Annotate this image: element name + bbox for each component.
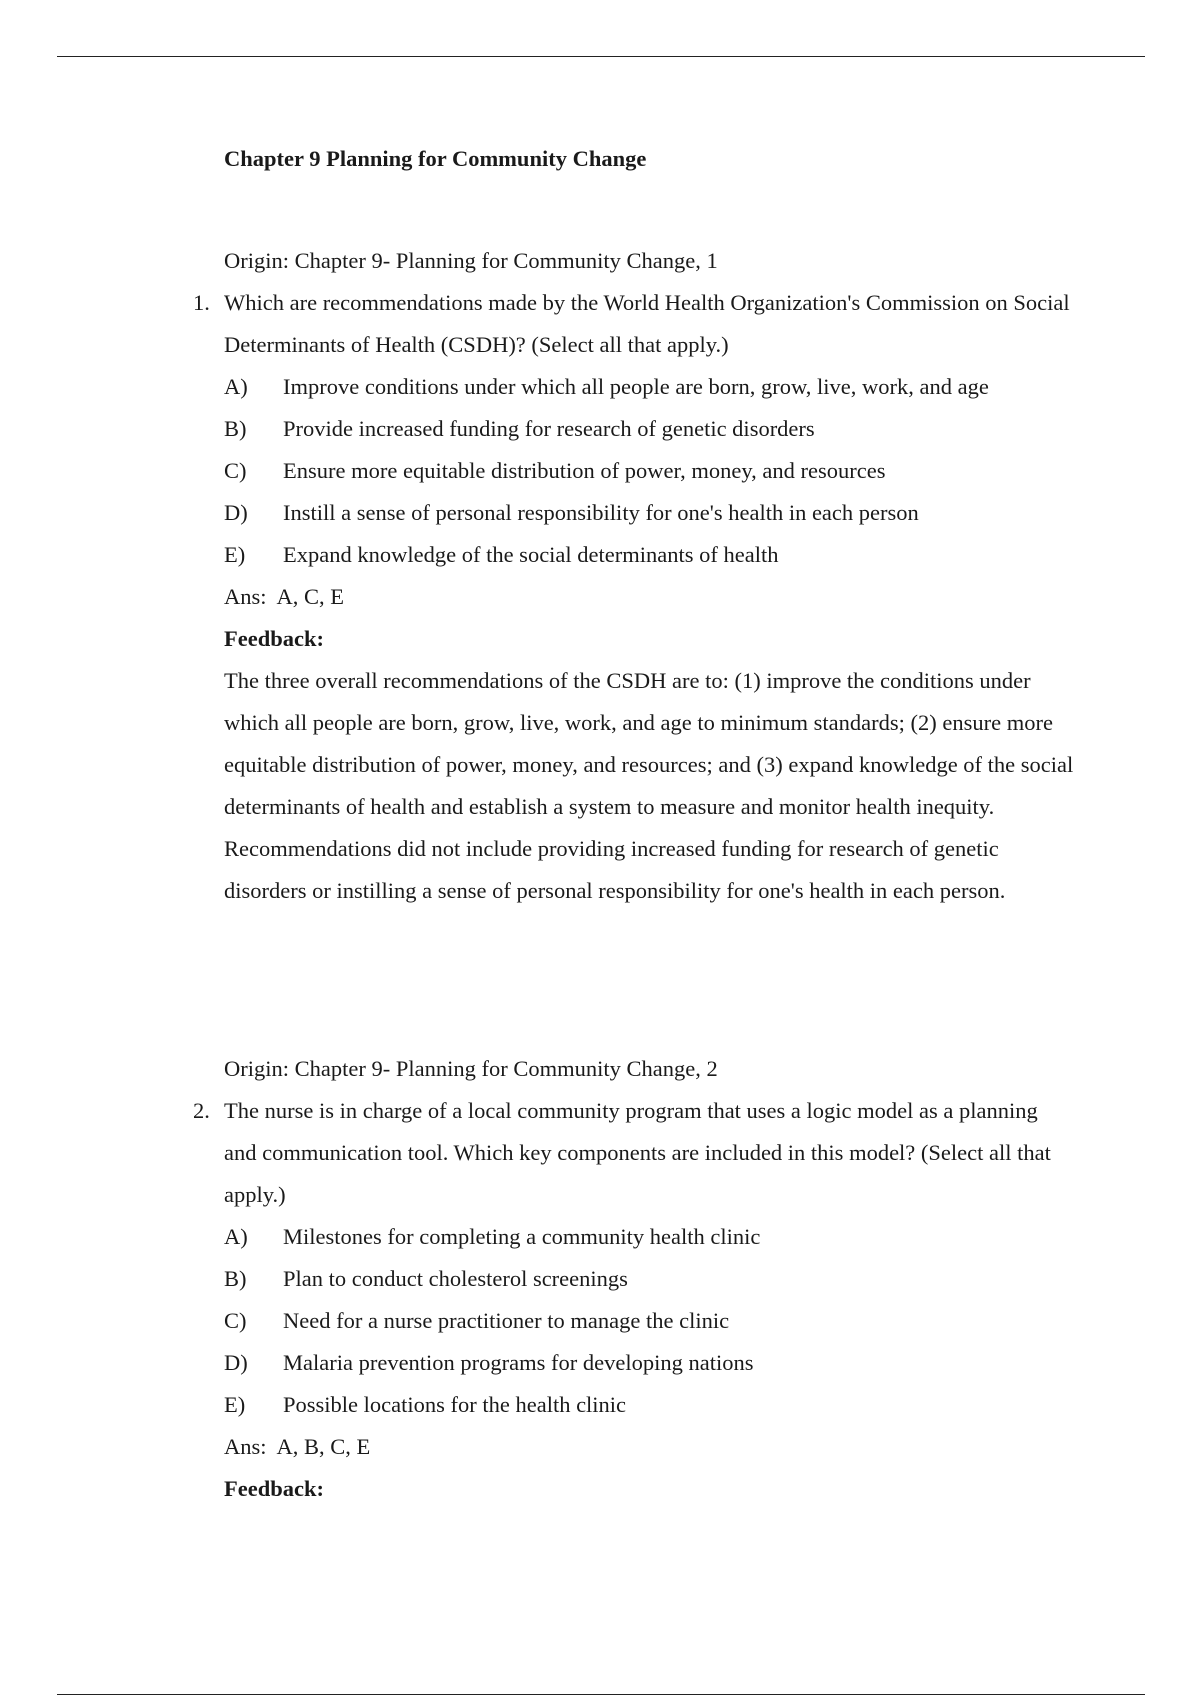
option-letter: D) [224,500,248,525]
answer-label: Ans: [224,584,267,609]
feedback-label: Feedback: [224,626,324,651]
option-letter: E) [224,1392,246,1417]
answer-option-d [0,1342,1200,1384]
question-number: 1. [193,290,210,315]
option-letter: D) [224,1350,248,1375]
answer-option-d [0,492,1200,534]
option-letter: E) [224,542,246,567]
option-letter: B) [224,1266,247,1291]
page-title: Chapter 9 Planning for Community Change [224,146,647,171]
answer-option-a [0,1216,1200,1258]
option-letter: C) [224,458,247,483]
bottom-rule [57,1694,1145,1695]
option-text: Malaria prevention programs for developing nations [283,1350,754,1375]
answer-option-b [0,408,1200,450]
option-text: Need for a nurse practitioner to manage the clinic [283,1308,730,1333]
answer-option-e [0,534,1200,576]
option-text: Ensure more equitable distribution of power, money, and resources [283,458,886,483]
answer-option-e [0,1384,1200,1426]
question-stem: Which are recommendations made by the World Health Organization's Commission on Social Determinants of Health (CSDH)? (Select all that apply.) [224,290,1070,357]
option-letter: C) [224,1308,247,1333]
option-text: Instill a sense of personal responsibility for one's health in each person [283,500,919,525]
question-stem-block [0,1090,1200,1216]
option-text: Milestones for completing a community health clinic [283,1224,761,1249]
option-text: Provide increased funding for research of genetic disorders [283,416,815,441]
option-text: Plan to conduct cholesterol screenings [283,1266,628,1291]
question-1 [0,240,1200,912]
question-stem: The nurse is in charge of a local community program that uses a logic model as a planning and communication tool. Which key components are included in this model? (Select all that apply.) [224,1098,1051,1207]
question-origin: Origin: Chapter 9- Planning for Community Change, 1 [224,248,718,273]
answer-option-c [0,1300,1200,1342]
option-text: Expand knowledge of the social determinants of health [283,542,779,567]
question-number: 2. [193,1098,210,1123]
top-rule [57,56,1145,57]
feedback-label: Feedback: [224,1476,324,1501]
answer-value: A, C, E [276,584,345,609]
question-stem-block [0,282,1200,366]
answer-option-b [0,1258,1200,1300]
option-letter: B) [224,416,247,441]
question-2 [0,1048,1200,1510]
option-text: Improve conditions under which all people are born, grow, live, work, and age [283,374,989,399]
option-letter: A) [224,374,248,399]
answer-key [224,576,1200,618]
answer-option-a [0,366,1200,408]
answer-value: A, B, C, E [276,1434,371,1459]
answer-option-c [0,450,1200,492]
answer-key [224,1426,1200,1468]
feedback-text: The three overall recommendations of the CSDH are to: (1) improve the conditions under which all people are born, grow, live, work, and age to minimum standards; (2) ensure more equitable distribution of power, money, and resources; and (3) expand knowledge of the social determinants of health and establish a system to measure and monitor health inequity. Recommendations did not include providing increased funding for research of genetic disorders or instilling a sense of personal responsibility for one's health in each person. [224,668,1074,903]
option-text: Possible locations for the health clinic [283,1392,627,1417]
option-letter: A) [224,1224,248,1249]
answer-label: Ans: [224,1434,267,1459]
question-origin: Origin: Chapter 9- Planning for Community Change, 2 [224,1056,718,1081]
